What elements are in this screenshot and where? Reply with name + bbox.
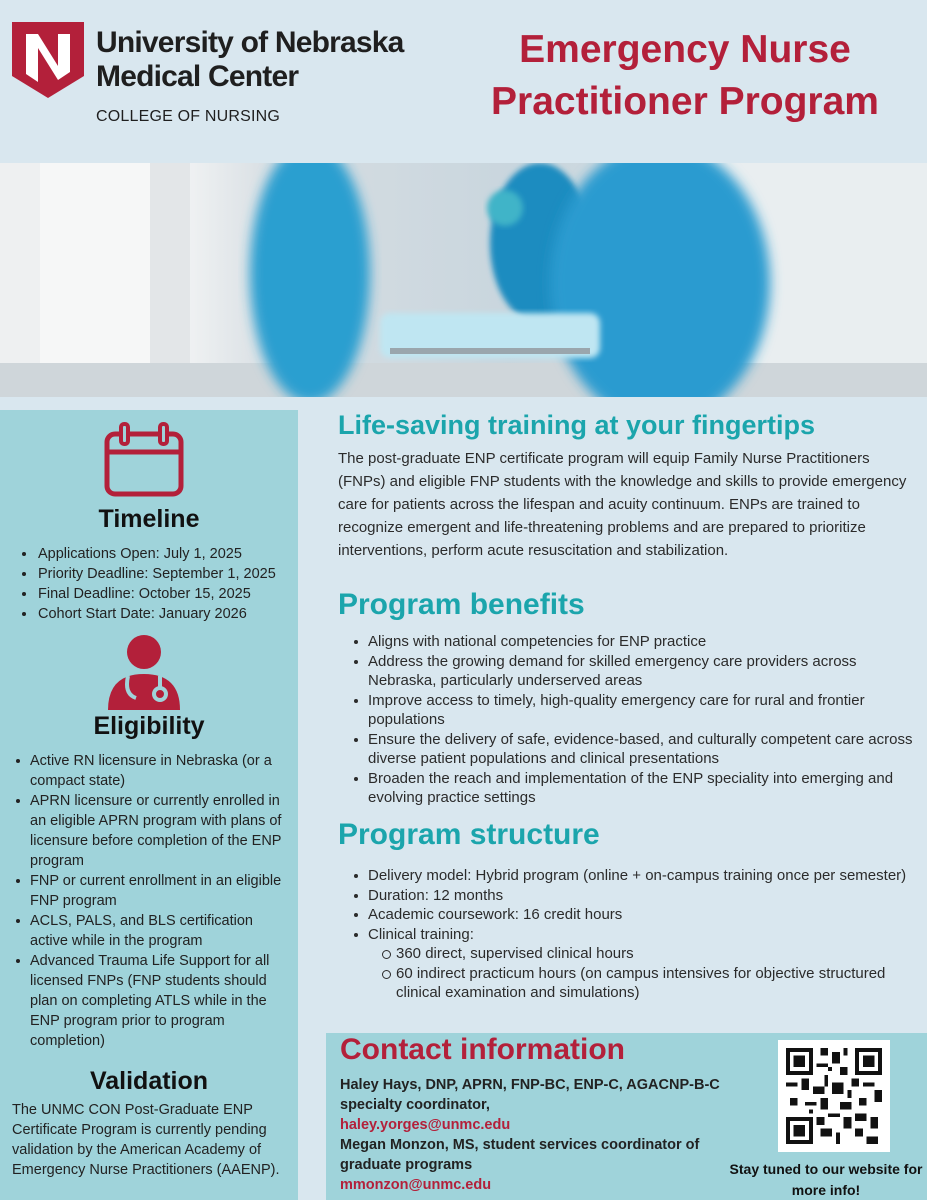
- org-name-line2: Medical Center: [96, 60, 299, 93]
- list-item: Final Deadline: October 15, 2025: [0, 584, 298, 604]
- validation-text: The UNMC CON Post-Graduate ENP Certificate Program is currently pending validation by the American Academy of Emergency Nurse Practitioners (AAENP).: [12, 1102, 280, 1178]
- stay-tuned-text: Stay tuned to our website for more info!: [729, 1161, 923, 1198]
- list-item: Delivery model: Hybrid program (online + on-campus training once per semester): [338, 866, 918, 886]
- contact-panel: [326, 1033, 927, 1200]
- list-item: Priority Deadline: September 1, 2025: [0, 564, 298, 584]
- list-item: FNP or current enrollment in an eligible FNP program: [0, 871, 298, 911]
- list-item: Advanced Trauma Life Support for all licensed FNPs (FNP students should plan on completing ATLS while in the ENP program prior to program completion): [0, 951, 298, 1051]
- list-item: Cohort Start Date: January 2026: [0, 604, 298, 624]
- clinician-stethoscope-icon: [102, 632, 186, 710]
- hero-photo: [0, 163, 927, 397]
- timeline-heading: Timeline: [98, 505, 200, 533]
- email-link-2[interactable]: mmonzon@unmc.edu: [340, 1177, 492, 1193]
- header: [0, 0, 927, 163]
- org-college: COLLEGE OF NURSING: [96, 108, 281, 125]
- contact-person-1: Haley Hays, DNP, APRN, FNP-BC, ENP-C, AGACNP-B-C specialty coordinator,: [340, 1077, 720, 1113]
- contact-heading: Contact information: [340, 1033, 625, 1066]
- eligibility-list: [0, 751, 298, 1051]
- program-description: The post-graduate ENP certificate program will equip Family Nurse Practitioners (FNPs) and eligible FNP students with the knowledge and skills to provide emergency care for patients across the lifespan and acuity continuum. ENPs are trained to recognize emergent and life-threatening problems and are prepared to prioritize interventions, perform acute resuscitation and stabilization.: [338, 450, 907, 559]
- life-saving-heading: Life-saving training at your fingertips: [338, 410, 816, 440]
- calendar-icon: [104, 422, 184, 498]
- sub-list-item: 360 direct, supervised clinical hours: [368, 944, 918, 964]
- contact-details: [340, 1075, 720, 1195]
- sub-list-item: 60 indirect practicum hours (on campus intensives for objective structured clinical examination and simulations): [368, 964, 918, 1003]
- qr-code[interactable]: [778, 1040, 890, 1152]
- email-link-1[interactable]: haley.yorges@unmc.edu: [340, 1117, 511, 1133]
- list-item: [338, 925, 918, 1003]
- list-item: Aligns with national competencies for ENP practice: [338, 632, 918, 652]
- structure-heading: Program structure: [338, 818, 600, 851]
- list-item: APRN licensure or currently enrolled in an eligible APRN program with plans of licensure before completion of the ENP program: [0, 791, 298, 871]
- qr-code-icon: [786, 1048, 882, 1144]
- clinical-sub-list: [368, 944, 918, 1003]
- list-item: Duration: 12 months: [338, 886, 918, 906]
- emergency-team-image: [0, 163, 927, 397]
- list-item: Improve access to timely, high-quality emergency care for rural and frontier populations: [338, 691, 918, 730]
- list-item: Active RN licensure in Nebraska (or a compact state): [0, 751, 298, 791]
- contact-person-2: Megan Monzon, MS, student services coordinator of graduate programs: [340, 1137, 700, 1173]
- page-title: Emergency Nurse Practitioner Program: [491, 28, 879, 123]
- eligibility-heading: Eligibility: [93, 712, 205, 740]
- benefits-list: [338, 632, 918, 808]
- clinical-training-label: Clinical training:: [368, 925, 474, 943]
- list-item: Academic coursework: 16 credit hours: [338, 905, 918, 925]
- list-item: Broaden the reach and implementation of the ENP speciality into emerging and evolving practice settings: [338, 769, 918, 808]
- structure-list: [338, 866, 918, 1003]
- timeline-list: [0, 544, 298, 624]
- list-item: ACLS, PALS, and BLS certification active while in the program: [0, 911, 298, 951]
- list-item: Applications Open: July 1, 2025: [0, 544, 298, 564]
- unmc-n-logo-icon: [12, 22, 84, 98]
- list-item: Ensure the delivery of safe, evidence-based, and culturally competent care across diverse patient populations and clinical presentations: [338, 730, 918, 769]
- org-name-line1: University of Nebraska: [96, 26, 404, 59]
- unmc-logo[interactable]: [12, 22, 442, 132]
- benefits-heading: Program benefits: [338, 588, 585, 621]
- list-item: Address the growing demand for skilled emergency care providers across Nebraska, particularly underserved areas: [338, 652, 918, 691]
- validation-heading: Validation: [89, 1067, 209, 1095]
